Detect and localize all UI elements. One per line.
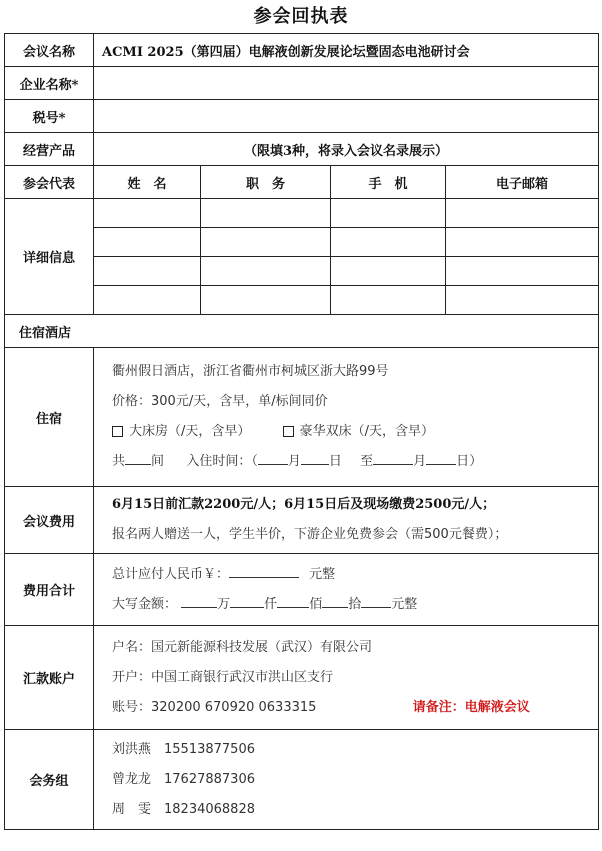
total-details bbox=[94, 554, 599, 626]
column-name-header: 姓 名 bbox=[94, 166, 201, 199]
delegate-title-cell[interactable] bbox=[201, 286, 331, 315]
secretariat-label: 会务组 bbox=[5, 730, 94, 830]
checkout-month-blank[interactable] bbox=[373, 448, 413, 465]
stay-dates-line bbox=[112, 447, 598, 477]
delegate-title-cell[interactable] bbox=[201, 199, 331, 228]
delegate-email-cell[interactable] bbox=[446, 257, 599, 286]
detail-info-label: 详细信息 bbox=[5, 199, 94, 315]
delegate-phone-cell[interactable] bbox=[331, 257, 446, 286]
checkout-close: ） bbox=[469, 454, 483, 469]
column-email-header: 电子邮箱 bbox=[446, 166, 599, 199]
shi-unit: 拾 bbox=[348, 596, 362, 612]
fee-details bbox=[94, 487, 599, 554]
delegate-title-cell[interactable] bbox=[201, 228, 331, 257]
wan-unit: 万 bbox=[217, 596, 231, 612]
room-type-options bbox=[112, 417, 598, 447]
twin-room-label: 豪华双床（/天，含早） bbox=[299, 424, 435, 439]
delegate-name-cell[interactable] bbox=[94, 257, 201, 286]
contact-1: 刘洪燕 15513877506 bbox=[112, 741, 255, 757]
total-label: 费用合计 bbox=[5, 554, 94, 626]
king-room-label: 大床房（/天，含早） bbox=[129, 424, 251, 439]
qian-blank[interactable] bbox=[230, 591, 264, 608]
account-number: 账号：320200 670920 0633315 bbox=[112, 699, 317, 715]
capital-amount-line bbox=[112, 590, 598, 620]
yuan-blank[interactable] bbox=[361, 591, 391, 608]
account-bank: 开户：中国工商银行武汉市洪山区支行 bbox=[112, 669, 334, 685]
checkin-day-blank[interactable] bbox=[301, 448, 329, 465]
bai-unit: 佰 bbox=[309, 596, 323, 612]
account-number-line bbox=[112, 693, 598, 723]
checkin-day-unit: 日 bbox=[328, 454, 342, 469]
lodging-details bbox=[94, 348, 599, 487]
products-label: 经营产品 bbox=[5, 133, 94, 166]
secretariat-contacts bbox=[94, 730, 599, 830]
checkout-day-unit: 日 bbox=[456, 454, 470, 469]
account-details bbox=[94, 626, 599, 730]
delegate-name-cell[interactable] bbox=[94, 199, 201, 228]
company-name-label: 企业名称* bbox=[5, 67, 94, 100]
form-title: 参会回执表 bbox=[253, 6, 349, 27]
fee-label: 会议费用 bbox=[5, 487, 94, 554]
column-title-header: 职 务 bbox=[201, 166, 331, 199]
account-label: 汇款账户 bbox=[5, 626, 94, 730]
checkin-month-blank[interactable] bbox=[258, 448, 288, 465]
fee-line-1: 6月15日前汇款2200元/人；6月15日后及现场缴费2500元/人； bbox=[112, 497, 496, 512]
tax-id-field[interactable] bbox=[94, 100, 599, 133]
checkout-day-blank[interactable] bbox=[426, 448, 456, 465]
delegate-name-cell[interactable] bbox=[94, 286, 201, 315]
conference-name-label: 会议名称 bbox=[5, 34, 94, 67]
delegate-email-cell[interactable] bbox=[446, 199, 599, 228]
delegate-phone-cell[interactable] bbox=[331, 286, 446, 315]
payable-amount-blank[interactable] bbox=[229, 561, 299, 578]
payable-line bbox=[112, 560, 598, 590]
checkin-month-unit: 月 bbox=[287, 454, 301, 469]
checkout-month-unit: 月 bbox=[413, 454, 427, 469]
tax-id-label: 税号* bbox=[5, 100, 94, 133]
registration-form-table bbox=[4, 33, 599, 830]
delegate-email-cell[interactable] bbox=[446, 228, 599, 257]
lodging-label: 住宿 bbox=[5, 348, 94, 487]
checkin-label: 入住时间：（ bbox=[186, 454, 258, 469]
payable-unit: 元整 bbox=[309, 566, 336, 582]
room-count-blank[interactable] bbox=[125, 448, 151, 465]
delegates-label: 参会代表 bbox=[5, 166, 94, 199]
payable-label: 总计应付人民币￥： bbox=[112, 566, 230, 582]
delegate-email-cell[interactable] bbox=[446, 286, 599, 315]
delegate-phone-cell[interactable] bbox=[331, 228, 446, 257]
twin-room-checkbox[interactable] bbox=[283, 426, 294, 437]
conference-name-value: ACMI 2025（第四届）电解液创新发展论坛暨固态电池研讨会 bbox=[94, 34, 599, 67]
rooms-unit: 间 bbox=[151, 454, 165, 469]
hotel-price: 价格：300元/天，含早，单/标间同价 bbox=[112, 394, 328, 409]
hotel-address: 衢州假日酒店，浙江省衢州市柯城区浙大路99号 bbox=[112, 364, 389, 379]
qian-unit: 仟 bbox=[264, 596, 278, 612]
delegate-phone-cell[interactable] bbox=[331, 199, 446, 228]
delegate-name-cell[interactable] bbox=[94, 228, 201, 257]
contact-3: 周 雯 18234068828 bbox=[112, 801, 255, 817]
company-name-field[interactable] bbox=[94, 67, 599, 100]
account-holder: 户名：国元新能源科技发展（武汉）有限公司 bbox=[112, 639, 373, 655]
checkout-to-label: 至 bbox=[360, 454, 374, 469]
bai-blank[interactable] bbox=[277, 591, 309, 608]
rooms-prefix: 共 bbox=[112, 454, 126, 469]
wan-blank[interactable] bbox=[181, 591, 217, 608]
hotel-choice-label: 住宿酒店 bbox=[5, 315, 599, 348]
yuan-unit: 元整 bbox=[391, 596, 418, 612]
payment-remark: 请备注：电解液会议 bbox=[412, 699, 530, 715]
products-field[interactable]: （限填3种，将录入会议名录展示） bbox=[94, 133, 599, 166]
king-room-checkbox[interactable] bbox=[112, 426, 123, 437]
delegate-title-cell[interactable] bbox=[201, 257, 331, 286]
capital-label: 大写金额： bbox=[112, 596, 178, 612]
contact-2: 曾龙龙 17627887306 bbox=[112, 771, 255, 787]
column-phone-header: 手 机 bbox=[331, 166, 446, 199]
fee-line-2: 报名两人赠送一人，学生半价，下游企业免费参会（需500元餐费）； bbox=[112, 527, 508, 542]
shi-blank[interactable] bbox=[322, 591, 348, 608]
